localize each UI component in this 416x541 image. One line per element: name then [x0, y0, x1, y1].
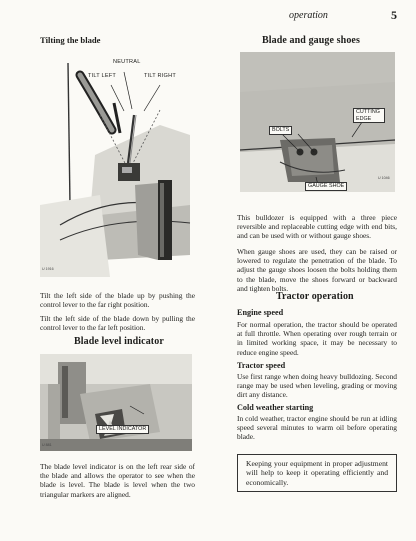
- tilt-right-label: TILT RIGHT: [144, 73, 176, 79]
- figure3-id: U 1046: [378, 176, 390, 180]
- cutting-edge-paragraph: This bulldozer is equipped with a three piece reversible and replaceable cutting edge with end bits, and can be used with or without gauge shoes.: [237, 213, 397, 241]
- tilting-blade-heading: Tilting the blade: [40, 35, 101, 45]
- tractor-speed-heading: Tractor speed: [237, 361, 286, 370]
- gauge-shoe-figure: [240, 52, 395, 192]
- cutting-edge-label: CUTTING EDGE: [353, 108, 385, 123]
- cold-weather-paragraph: In cold weather, tractor engine should be run at idling speed several minutes to warm oil before operating blade.: [237, 414, 397, 442]
- engine-speed-heading: Engine speed: [237, 308, 284, 317]
- maintenance-note-text: Keeping your equipment in proper adjustment will help to keep it operating efficiently and economically.: [246, 459, 388, 487]
- engine-speed-paragraph: For normal operation, the tractor should be operated at full throttle. When operating over rough terrain or in limited working space, it may be necessary to reduce engine speed.: [237, 320, 397, 357]
- header-section-title: operation: [289, 10, 328, 21]
- bolts-label: BOLTS: [269, 126, 292, 135]
- tilt-control-lever-figure: [40, 55, 195, 277]
- tilt-control-lever-illustration: [40, 55, 195, 277]
- neutral-label: NEUTRAL: [113, 59, 141, 65]
- maintenance-note-box: [237, 454, 397, 492]
- gauge-shoe-paragraph: When gauge shoes are used, they can be raised or lowered to regulate the penetration of the blade. To adjust the gauge shoes loosen the bolts holding them to the blade, move the shoes forward or backward and tighten bolts.: [237, 247, 397, 293]
- figure2-id: U 881: [42, 443, 52, 447]
- level-indicator-figure: [40, 354, 192, 451]
- tilt-left-label: TILT LEFT: [88, 73, 117, 79]
- page-number: 5: [391, 8, 397, 22]
- tractor-operation-heading: Tractor operation: [276, 291, 354, 302]
- blade-level-heading: Blade level indicator: [74, 336, 164, 347]
- level-indicator-paragraph: The blade level indicator is on the left rear side of the blade and allows the operator to see when the blade is level. The blade is level when the two triangular markers are aligned.: [40, 462, 195, 499]
- blade-gauge-heading: Blade and gauge shoes: [262, 35, 360, 46]
- cold-weather-heading: Cold weather starting: [237, 403, 314, 412]
- level-indicator-illustration: [40, 354, 192, 451]
- tractor-speed-paragraph: Use first range when doing heavy bulldozing. Second range may be used when leveling, grading or moving dirt any distance.: [237, 372, 397, 400]
- tilt-down-paragraph: Tilt the left side of the blade down by pulling the control lever to the far left position.: [40, 314, 195, 333]
- figure1-id: U 1916: [42, 267, 54, 271]
- level-indicator-label: LEVEL INDICATOR: [96, 425, 149, 434]
- tilt-up-paragraph: Tilt the left side of the blade up by pushing the control lever to the far right position.: [40, 291, 195, 310]
- gauge-shoe-label: GAUGE SHOE: [305, 182, 347, 191]
